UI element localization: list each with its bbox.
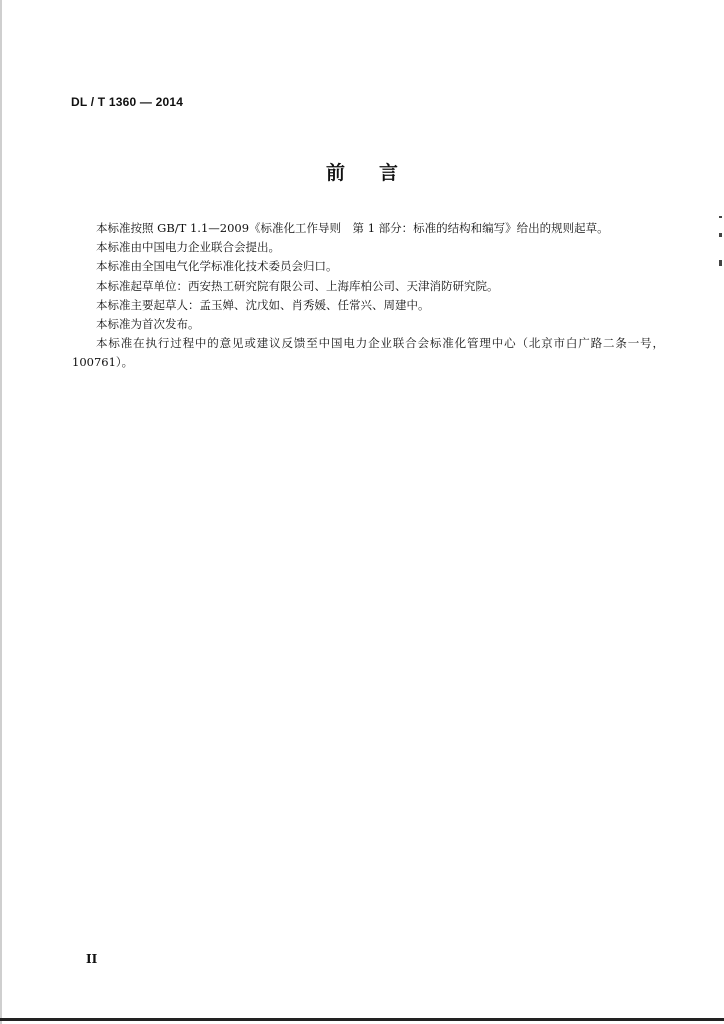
scan-margin-mark	[719, 260, 722, 266]
standard-code: DL / T 1360 — 2014	[71, 95, 184, 109]
page-number: II	[86, 952, 98, 966]
paragraph-feedback: 本标准在执行过程中的意见或建议反馈至中国电力企业联合会标准化管理中心（北京市白广路二条一号，100761）。	[72, 336, 664, 370]
scan-margin-mark	[719, 216, 722, 218]
page-title: 前言	[325, 162, 432, 184]
paragraph-committee: 本标准由全国电气化学标准化技术委员会归口。	[96, 259, 338, 274]
page-left-edge	[0, 0, 2, 1024]
paragraph-drafting-units: 本标准起草单位：西安热工研究院有限公司、上海库柏公司、天津消防研究院。	[96, 278, 499, 293]
foreword-body	[72, 219, 664, 373]
paragraph-drafting-rules: 本标准按照 GB/T 1.1—2009《标准化工作导则 第 1 部分：标准的结构和编写》给出的规则起草。	[96, 221, 609, 235]
paragraph-main-drafters: 本标准主要起草人：孟玉婵、沈戊如、肖秀媛、任常兴、周建中。	[96, 297, 430, 312]
scan-margin-mark	[719, 233, 722, 237]
page-bottom-edge	[0, 1018, 724, 1021]
paragraph-proposer: 本标准由中国电力企业联合会提出。	[96, 240, 280, 255]
paragraph-first-release: 本标准为首次发布。	[96, 317, 200, 332]
